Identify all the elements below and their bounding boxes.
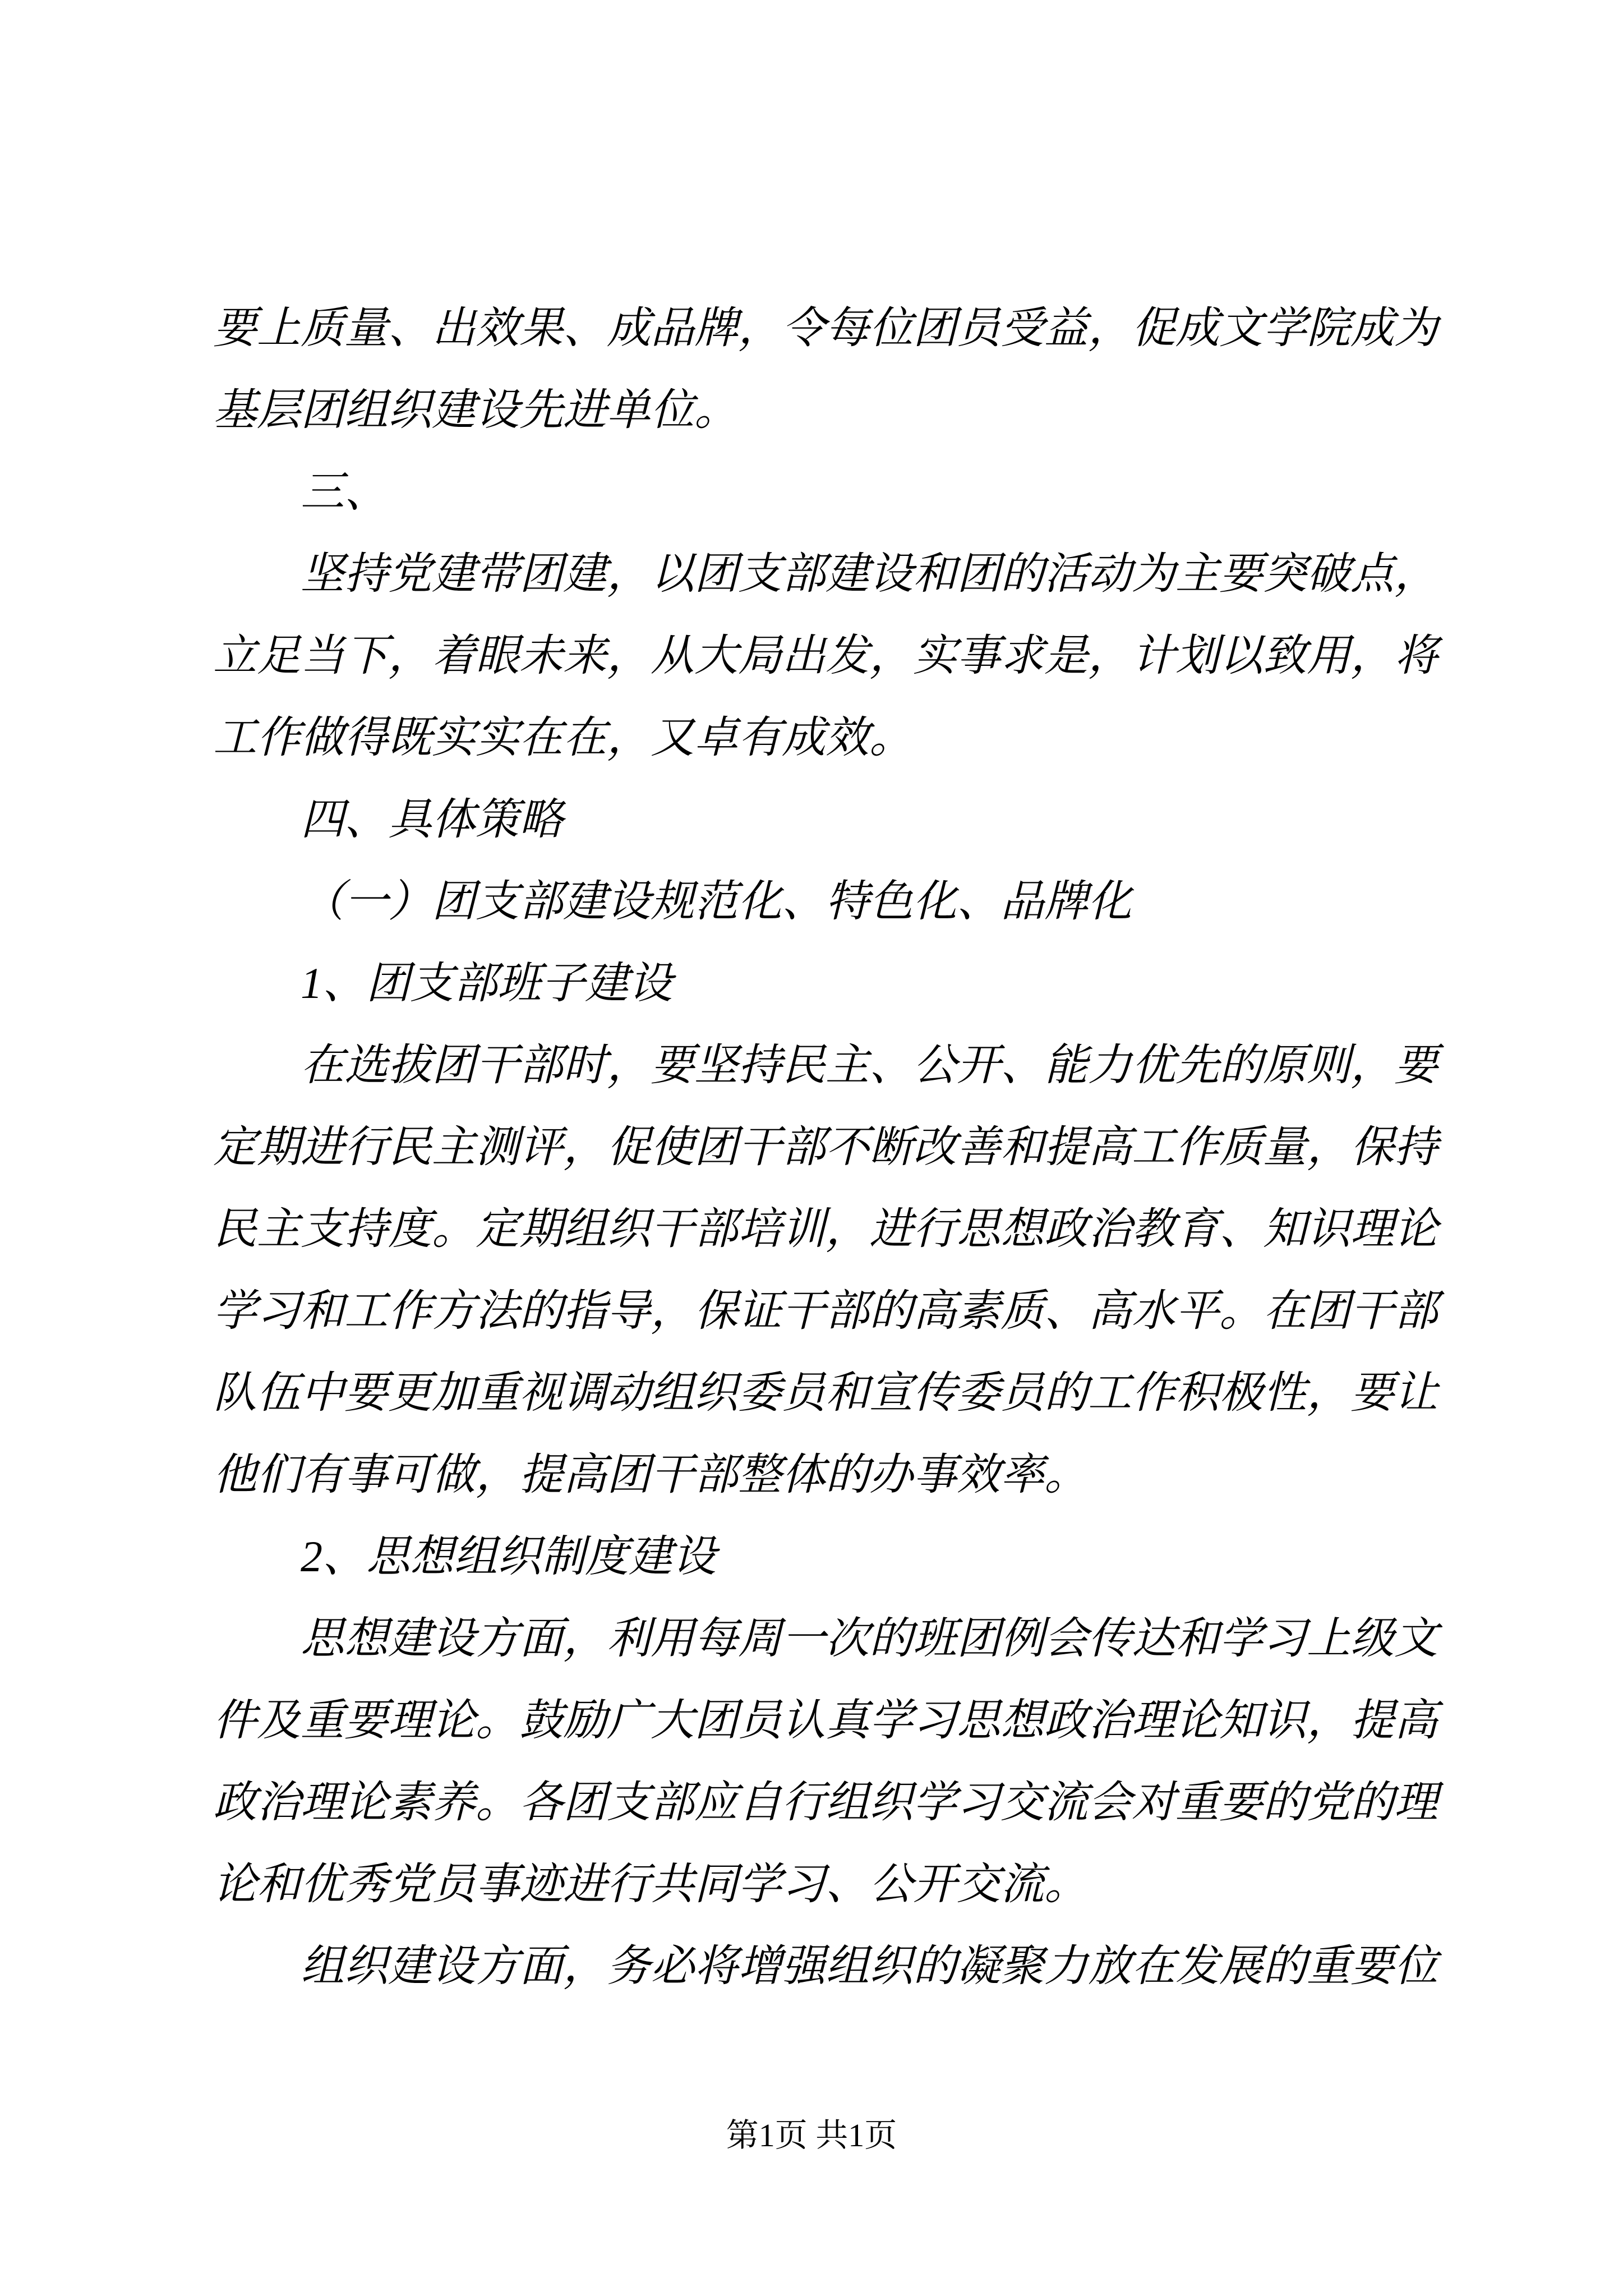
paragraph-subheading: 1、团支部班子建设	[301, 959, 673, 1007]
paragraph: 坚持党建带团建，以团支部建设和团的活动为主要突破点，立足当下，着眼未来，从大局出发，实事求是，计划以致用，将工作做得既实实在在，又卓有成效。	[213, 549, 1438, 762]
page-footer	[0, 2116, 1623, 2155]
paragraph: 三、	[301, 467, 389, 516]
paragraph-heading: 四、具体策略	[301, 795, 564, 844]
paragraph: 组织建设方面，务必将增强组织的凝聚力放在发展的重要位	[301, 1941, 1438, 1990]
paragraph: 要上质量、出效果、成品牌，令每位团员受益，促成文学院成为基层团组织建设先进单位。	[213, 303, 1438, 434]
document-body	[213, 287, 1438, 2007]
paragraph-subheading: （一）团支部建设规范化、特色化、品牌化	[301, 877, 1132, 926]
page-number-text: 第1页 共1页	[726, 2117, 897, 2154]
paragraph: 思想建设方面，利用每周一次的班团例会传达和学习上级文件及重要理论。鼓励广大团员认真学习思想政治理论知识，提高政治理论素养。各团支部应自行组织学习交流会对重要的党的理论和优秀党员事迹进行共同学习、公开交流。	[213, 1614, 1438, 1908]
paragraph-subheading: 2、思想组织制度建设	[301, 1532, 717, 1581]
paragraph: 在选拔团干部时，要坚持民主、公开、能力优先的原则，要定期进行民主测评，促使团干部不断改善和提高工作质量，保持民主支持度。定期组织干部培训，进行思想政治教育、知识理论学习和工作方法的指导，保证干部的高素质、高水平。在团干部队伍中要更加重视调动组织委员和宣传委员的工作积极性，要让他们有事可做，提高团干部整体的办事效率。	[213, 1041, 1438, 1499]
